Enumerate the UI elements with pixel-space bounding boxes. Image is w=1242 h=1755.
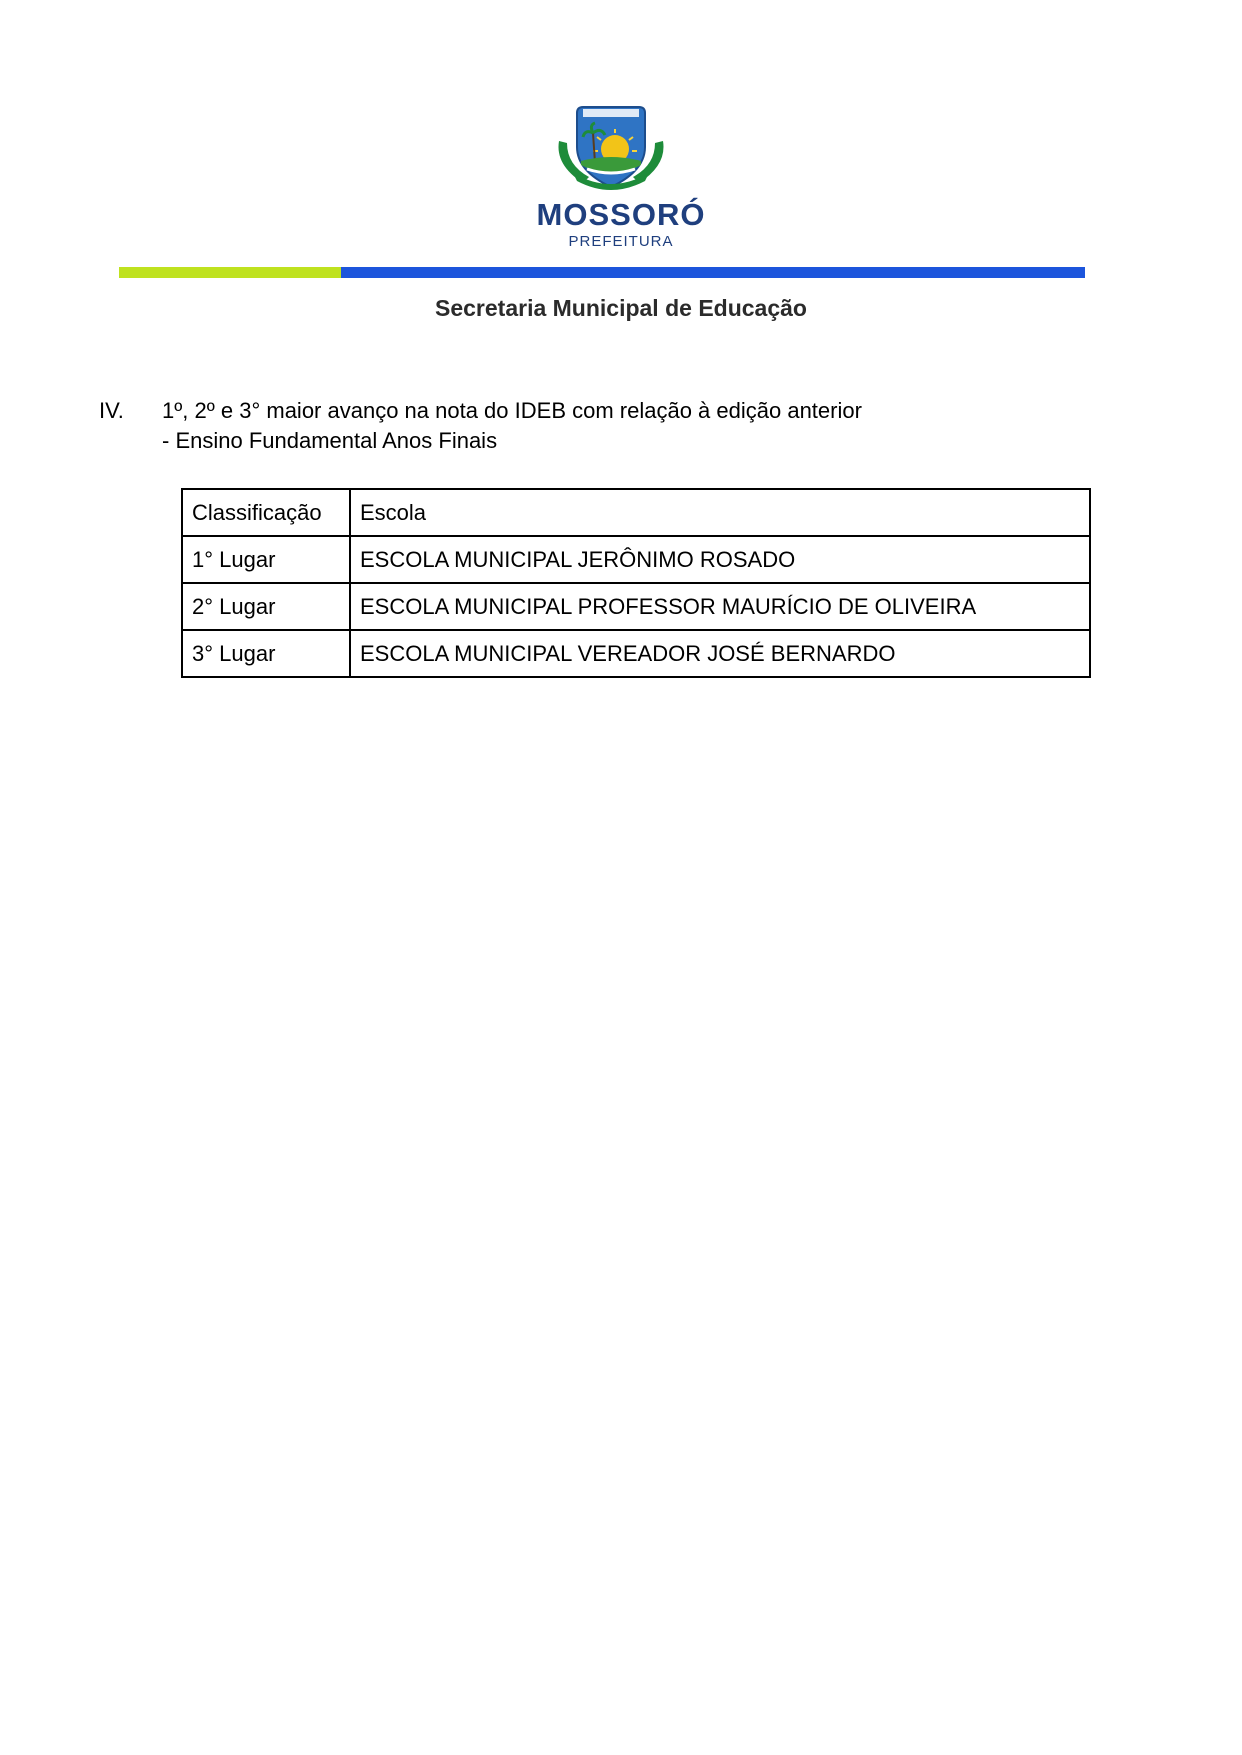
rank-cell: 3° Lugar <box>182 630 350 677</box>
section-number: IV. <box>99 398 124 423</box>
brand-name: MOSSORÓ <box>536 197 706 232</box>
header-divider-blue <box>341 267 1085 278</box>
header-divider-green <box>119 267 341 278</box>
header-escola: Escola <box>350 489 1090 536</box>
municipal-crest-logo <box>553 103 669 191</box>
school-cell: ESCOLA MUNICIPAL JERÔNIMO ROSADO <box>350 536 1090 583</box>
table-row <box>182 630 1090 677</box>
section-heading: 1º, 2º e 3° maior avanço na nota do IDEB com relação à edição anterior <box>162 398 862 423</box>
ranking-table <box>181 488 1091 678</box>
rank-cell: 1° Lugar <box>182 536 350 583</box>
rank-cell: 2° Lugar <box>182 583 350 630</box>
brand-subtitle: PREFEITURA <box>568 233 674 250</box>
header-classificacao: Classificação <box>182 489 350 536</box>
table-header-row <box>182 489 1090 536</box>
table-row <box>182 583 1090 630</box>
school-cell: ESCOLA MUNICIPAL PROFESSOR MAURÍCIO DE OLIVEIRA <box>350 583 1090 630</box>
school-cell: ESCOLA MUNICIPAL VEREADOR JOSÉ BERNARDO <box>350 630 1090 677</box>
department-title: Secretaria Municipal de Educação <box>435 295 807 321</box>
table-row <box>182 536 1090 583</box>
section-subheading: - Ensino Fundamental Anos Finais <box>162 428 498 453</box>
